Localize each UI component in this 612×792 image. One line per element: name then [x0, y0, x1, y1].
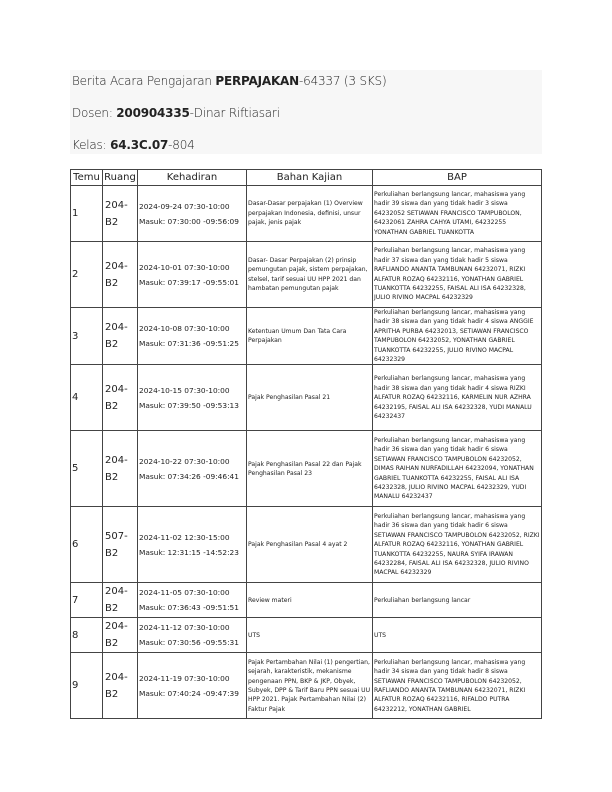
check-in-time: Masuk: 07:39:17 -09:55:01 [139, 277, 239, 287]
table-body [71, 186, 542, 719]
cell-temu: 8 [71, 618, 103, 653]
schedule-time: 2024-11-12 07:30-10:00 [139, 623, 230, 633]
cell-ruang: 204-B2 [103, 431, 138, 507]
lecturer-id: 200904335 [116, 106, 190, 120]
cell-bap: Perkuliahan berlangsung lancar, mahasiswa yang hadir 36 siswa dan yang tidak hadir 6 siswa SETIAWAN FRANCISCO TAMPUBOLON 64232052, RIZKI ALFATUR ROZAQ 64232116, YONATHAN GABRIEL TUANKOTTA 64232255, NAURA SYIFA IRAWAN 64232284, FAISAL ALI ISA 64232328, JULIO RIVINO MACPAL 64232329 [373, 507, 542, 583]
cell-bap: Perkuliahan berlangsung lancar, mahasiswa yang hadir 38 siswa dan yang tidak hadir 4 siswa ANGGIE APRITHA PURBA 64232013, SETIAWAN FRANCISCO TAMPUBOLON 64232052, YONATHAN GABRIEL TUANKOTTA 64232255, JULIO RIVINO MACPAL 64232329 [373, 308, 542, 365]
cell-ruang: 204-B2 [103, 653, 138, 719]
table-row [71, 653, 542, 719]
cell-bahan-kajian: Ketentuan Umum Dan Tata Cara Perpajakan [247, 308, 373, 365]
cell-temu: 2 [71, 242, 103, 308]
header-temu: Temu [71, 170, 103, 186]
check-in-time: Masuk: 07:30:00 -09:56:09 [139, 216, 239, 226]
cell-kehadiran [138, 365, 247, 431]
cell-bap: UTS [373, 618, 542, 653]
cell-kehadiran [138, 583, 247, 618]
cell-temu: 9 [71, 653, 103, 719]
attendance-table [70, 169, 542, 719]
table-row [71, 618, 542, 653]
header-kehadiran: Kehadiran [138, 170, 247, 186]
cell-bap: Perkuliahan berlangsung lancar, mahasiswa yang hadir 37 siswa dan yang tidak hadir 5 siswa RAFLIANDO ANANTA TAMBUNAN 64232071, RIZKI ALFATUR ROZAQ 64232116, YONATHAN GABRIEL TUANKOTTA 64232255, FAISAL ALI ISA 64232328, JULIO RIVINO MACPAL 64232329 [373, 242, 542, 308]
header-ruang: Ruang [103, 170, 138, 186]
cell-bahan-kajian: Pajak Penghasilan Pasal 21 [247, 365, 373, 431]
cell-bahan-kajian: Pajak Penghasilan Pasal 22 dan Pajak Penghasilan Pasal 23 [247, 431, 373, 507]
schedule-time: 2024-11-05 07:30-10:00 [139, 588, 230, 598]
cell-bahan-kajian: Review materi [247, 583, 373, 618]
check-in-time: Masuk: 07:30:56 -09:55:31 [139, 638, 239, 648]
cell-temu: 4 [71, 365, 103, 431]
cell-temu: 7 [71, 583, 103, 618]
class-code: 64.3C.07 [110, 138, 169, 152]
schedule-time: 2024-10-15 07:30-10:00 [139, 385, 230, 395]
table-header-row [71, 170, 542, 186]
check-in-time: Masuk: 07:34:26 -09:46:41 [139, 471, 239, 481]
schedule-time: 2024-11-02 12:30-15:00 [139, 532, 230, 542]
table-row [71, 186, 542, 242]
header-bahan-kajian: Bahan Kajian [247, 170, 373, 186]
cell-bap: Perkuliahan berlangsung lancar [373, 583, 542, 618]
cell-temu: 6 [71, 507, 103, 583]
check-in-time: Masuk: 07:36:43 -09:51:51 [139, 603, 239, 613]
header-bap: BAP [373, 170, 542, 186]
document-header [70, 70, 542, 154]
cell-kehadiran [138, 507, 247, 583]
table-row [71, 431, 542, 507]
cell-ruang: 204-B2 [103, 583, 138, 618]
cell-bahan-kajian: UTS [247, 618, 373, 653]
schedule-time: 2024-10-22 07:30-10:00 [139, 456, 230, 466]
cell-kehadiran [138, 431, 247, 507]
cell-ruang: 507-B2 [103, 507, 138, 583]
schedule-time: 2024-09-24 07:30-10:00 [139, 201, 230, 211]
cell-temu: 5 [71, 431, 103, 507]
cell-temu: 1 [71, 186, 103, 242]
cell-kehadiran [138, 242, 247, 308]
cell-ruang: 204-B2 [103, 242, 138, 308]
table-row [71, 308, 542, 365]
cell-ruang: 204-B2 [103, 618, 138, 653]
check-in-time: Masuk: 12:31:15 -14:52:23 [139, 547, 239, 557]
check-in-time: Masuk: 07:39:50 -09:53:13 [139, 400, 239, 410]
cell-bahan-kajian: Dasar-Dasar perpajakan (1) Overview perpajakan Indonesia, definisi, unsur pajak, jenis pajak [247, 186, 373, 242]
course-title: Berita Acara Pengajaran PERPAJAKAN-64337 (3 SKS) [72, 74, 387, 88]
cell-bahan-kajian: Pajak Pertambahan Nilai (1) pengertian, sejarah, karakteristik, mekanisme pengenaan PPN, BKP & JKP, Obyek, Subyek, DPP & Tarif Baru PPN sesuai UU HPP 2021. Pajak Pertambahan Nilai (2) Faktur Pajak [247, 653, 373, 719]
cell-kehadiran [138, 618, 247, 653]
cell-ruang: 204-B2 [103, 186, 138, 242]
cell-kehadiran [138, 186, 247, 242]
check-in-time: Masuk: 07:31:36 -09:51:25 [139, 339, 239, 349]
schedule-time: 2024-11-19 07:30-10:00 [139, 673, 230, 683]
cell-ruang: 204-B2 [103, 365, 138, 431]
cell-bap: Perkuliahan berlangsung lancar, mahasiswa yang hadir 36 siswa dan yang tidak hadir 6 siswa SETIAWAN FRANCISCO TAMPUBOLON 64232052, DIMAS RAIHAN NURFADILLAH 64232094, YONATHAN GABRIEL TUANKOTTA 64232255, FAISAL ALI ISA 64232328, JULIO RIVINO MACPAL 64232329, YUDI MANALU 64232437 [373, 431, 542, 507]
cell-bap: Perkuliahan berlangsung lancar, mahasiswa yang hadir 39 siswa dan yang tidak hadir 3 siswa 64232052 SETIAWAN FRANCISCO TAMPUBOLON, 64232061 ZAHRA CAHYA UTAMI, 64232255 YONATHAN GABRIEL TUANKOTTA [373, 186, 542, 242]
cell-bap: Perkuliahan berlangsung lancar, mahasiswa yang hadir 34 siswa dan yang tidak hadir 8 siswa SETIAWAN FRANCISCO TAMPUBOLON 64232052, RAFLIANDO ANANTA TAMBUNAN 64232071, RIZKI ALFATUR ROZAQ 64232116, RIFALDO PUTRA 64232212, YONATHAN GABRIEL [373, 653, 542, 719]
cell-kehadiran [138, 653, 247, 719]
cell-ruang: 204-B2 [103, 308, 138, 365]
lecturer-line: Dosen: 200904335-Dinar Riftiasari [72, 106, 280, 120]
table-row [71, 365, 542, 431]
table-row [71, 507, 542, 583]
schedule-time: 2024-10-01 07:30-10:00 [139, 262, 230, 272]
schedule-time: 2024-10-08 07:30-10:00 [139, 324, 230, 334]
cell-bahan-kajian: Pajak Penghasilan Pasal 4 ayat 2 [247, 507, 373, 583]
table-row [71, 583, 542, 618]
class-line: Kelas: 64.3C.07-804 [72, 138, 195, 152]
cell-bap: Perkuliahan berlangsung lancar, mahasiswa yang hadir 38 siswa dan yang tidak hadir 4 siswa RIZKI ALFATUR ROZAQ 64232116, KARMELIN NUR AZHRA 64232195, FAISAL ALI ISA 64232328, YUDI MANALU 64232437 [373, 365, 542, 431]
cell-kehadiran [138, 308, 247, 365]
table-row [71, 242, 542, 308]
check-in-time: Masuk: 07:40:24 -09:47:39 [139, 688, 239, 698]
course-name: PERPAJAKAN [215, 74, 299, 88]
cell-bahan-kajian: Dasar- Dasar Perpajakan (2) prinsip pemungutan pajak, sistem perpajakan, stelsel, tarif sesuai UU HPP 2021 dan hambatan pemungutan pajak [247, 242, 373, 308]
cell-temu: 3 [71, 308, 103, 365]
